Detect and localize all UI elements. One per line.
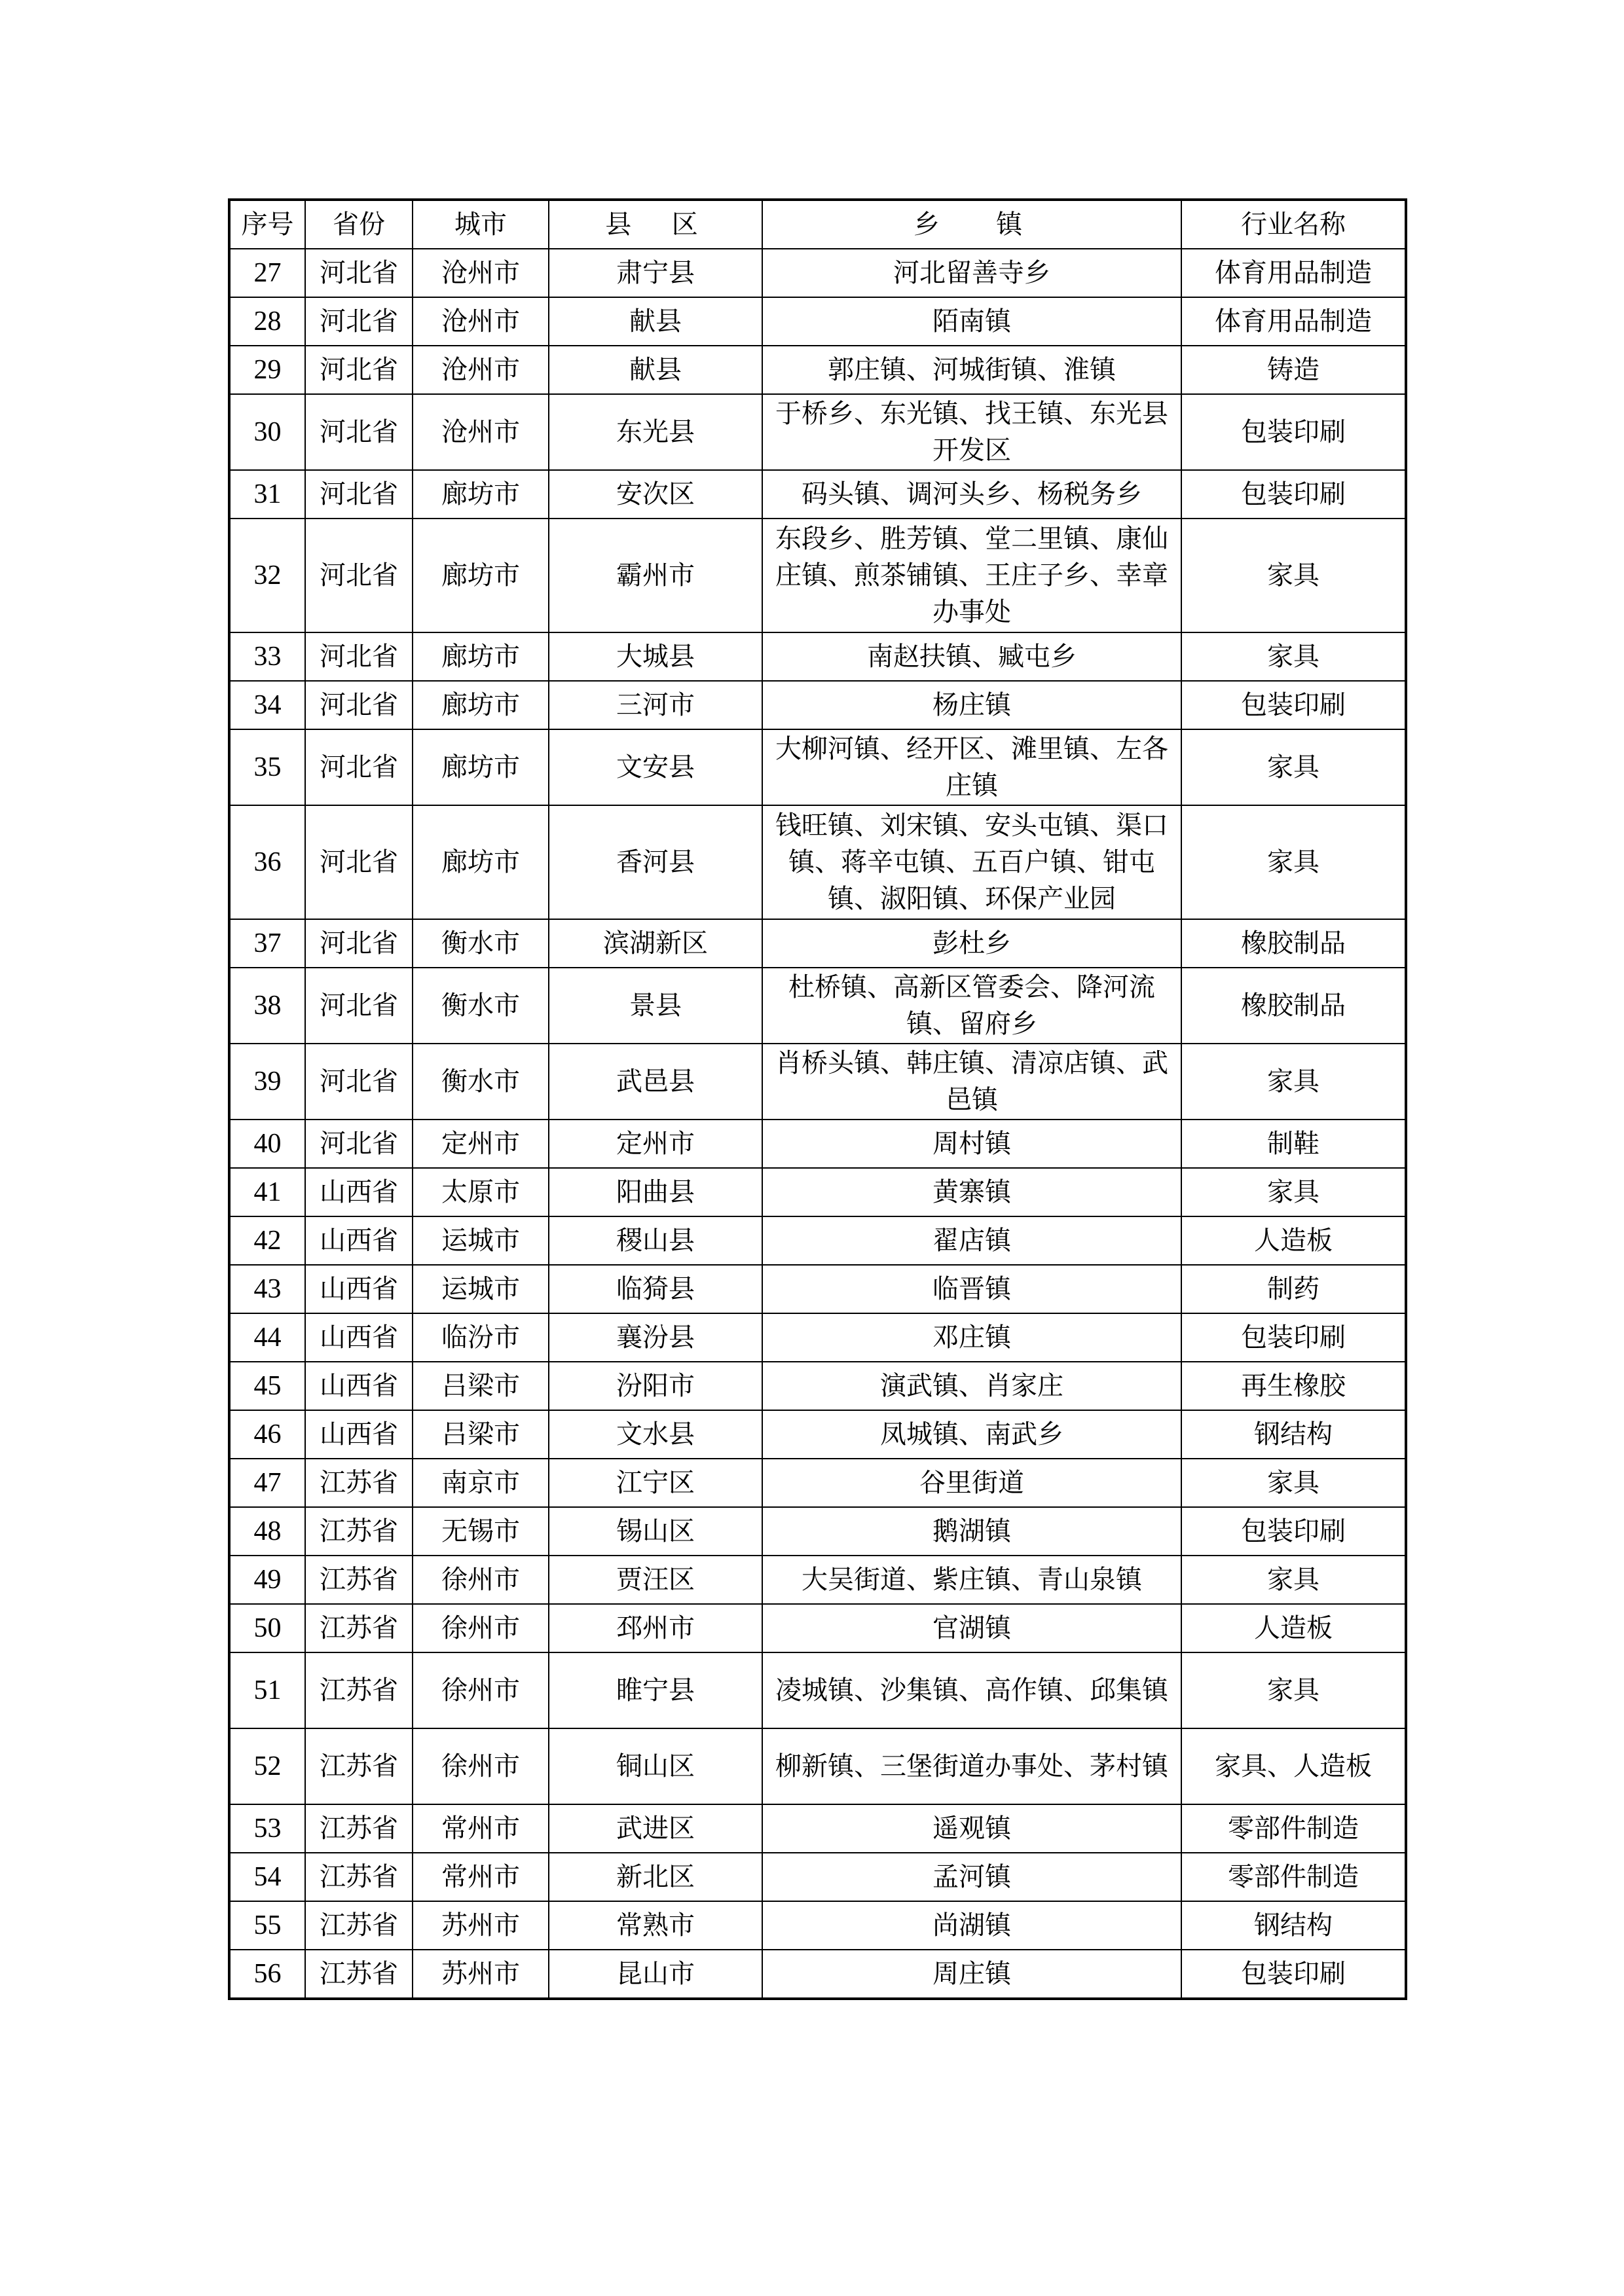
- cell-industry: 家具: [1181, 1168, 1406, 1216]
- cell-industry: 家具: [1181, 1044, 1406, 1120]
- table-row: [229, 968, 1406, 1044]
- cell-seq: 38: [229, 968, 305, 1044]
- table-row: [229, 1044, 1406, 1120]
- cell-industry: 制药: [1181, 1265, 1406, 1313]
- cell-town: 谷里街道: [762, 1459, 1181, 1507]
- header-industry: 行业名称: [1181, 200, 1406, 249]
- cell-province: 河北省: [305, 632, 413, 681]
- cell-county: 定州市: [549, 1120, 762, 1168]
- cell-industry: 包装印刷: [1181, 1313, 1406, 1362]
- cell-province: 江苏省: [305, 1604, 413, 1652]
- cell-city: 徐州市: [413, 1652, 549, 1728]
- cell-industry: 家具: [1181, 519, 1406, 632]
- cell-province: 山西省: [305, 1313, 413, 1362]
- cell-province: 山西省: [305, 1265, 413, 1313]
- cell-county: 铜山区: [549, 1728, 762, 1804]
- table-row: [229, 1804, 1406, 1853]
- cell-province: 江苏省: [305, 1556, 413, 1604]
- table-row: [229, 1950, 1406, 1999]
- cell-seq: 52: [229, 1728, 305, 1804]
- cell-province: 河北省: [305, 394, 413, 470]
- cell-province: 山西省: [305, 1168, 413, 1216]
- cell-industry: 人造板: [1181, 1216, 1406, 1265]
- cell-county: 景县: [549, 968, 762, 1044]
- cell-city: 廊坊市: [413, 805, 549, 919]
- header-seq: 序号: [229, 200, 305, 249]
- cell-seq: 54: [229, 1853, 305, 1901]
- table-row: [229, 919, 1406, 968]
- cell-city: 沧州市: [413, 297, 549, 346]
- cell-city: 廊坊市: [413, 681, 549, 729]
- cell-seq: 33: [229, 632, 305, 681]
- cell-county: 襄汾县: [549, 1313, 762, 1362]
- cell-seq: 53: [229, 1804, 305, 1853]
- cell-seq: 39: [229, 1044, 305, 1120]
- cell-seq: 56: [229, 1950, 305, 1999]
- cell-county: 稷山县: [549, 1216, 762, 1265]
- cell-county: 新北区: [549, 1853, 762, 1901]
- cell-town: 彭杜乡: [762, 919, 1181, 968]
- cell-town: 尚湖镇: [762, 1901, 1181, 1950]
- table-row: [229, 681, 1406, 729]
- header-city: 城市: [413, 200, 549, 249]
- cell-town: 遥观镇: [762, 1804, 1181, 1853]
- cell-seq: 43: [229, 1265, 305, 1313]
- cell-county: 东光县: [549, 394, 762, 470]
- cell-town: 南赵扶镇、臧屯乡: [762, 632, 1181, 681]
- cell-town: 河北留善寺乡: [762, 249, 1181, 297]
- cell-province: 山西省: [305, 1410, 413, 1459]
- cell-seq: 47: [229, 1459, 305, 1507]
- cell-county: 常熟市: [549, 1901, 762, 1950]
- cell-county: 贾汪区: [549, 1556, 762, 1604]
- cell-town: 黄寨镇: [762, 1168, 1181, 1216]
- cell-county: 文安县: [549, 729, 762, 805]
- cell-industry: 包装印刷: [1181, 1507, 1406, 1556]
- cell-city: 徐州市: [413, 1604, 549, 1652]
- cell-county: 江宁区: [549, 1459, 762, 1507]
- table-row: [229, 1728, 1406, 1804]
- cell-seq: 32: [229, 519, 305, 632]
- cell-industry: 家具: [1181, 805, 1406, 919]
- cell-town: 翟店镇: [762, 1216, 1181, 1265]
- cell-seq: 30: [229, 394, 305, 470]
- cell-seq: 42: [229, 1216, 305, 1265]
- cell-industry: 包装印刷: [1181, 1950, 1406, 1999]
- cell-seq: 36: [229, 805, 305, 919]
- cell-industry: 体育用品制造: [1181, 297, 1406, 346]
- cell-seq: 34: [229, 681, 305, 729]
- table-row: [229, 1313, 1406, 1362]
- cell-seq: 50: [229, 1604, 305, 1652]
- cell-county: 文水县: [549, 1410, 762, 1459]
- cell-county: 安次区: [549, 470, 762, 519]
- cell-seq: 55: [229, 1901, 305, 1950]
- cell-city: 苏州市: [413, 1950, 549, 1999]
- header-county: 县 区: [549, 200, 762, 249]
- cell-industry: 家具: [1181, 729, 1406, 805]
- cell-city: 廊坊市: [413, 729, 549, 805]
- cell-county: 献县: [549, 297, 762, 346]
- cell-industry: 家具: [1181, 1556, 1406, 1604]
- cell-province: 河北省: [305, 1120, 413, 1168]
- cell-city: 无锡市: [413, 1507, 549, 1556]
- table-row: [229, 1168, 1406, 1216]
- table-row: [229, 249, 1406, 297]
- cell-county: 邳州市: [549, 1604, 762, 1652]
- cell-province: 山西省: [305, 1216, 413, 1265]
- cell-seq: 51: [229, 1652, 305, 1728]
- cell-seq: 31: [229, 470, 305, 519]
- table-row: [229, 1459, 1406, 1507]
- cell-province: 河北省: [305, 346, 413, 394]
- cell-province: 河北省: [305, 729, 413, 805]
- cell-seq: 45: [229, 1362, 305, 1410]
- table-row: [229, 729, 1406, 805]
- cell-industry: 钢结构: [1181, 1901, 1406, 1950]
- cell-city: 吕梁市: [413, 1362, 549, 1410]
- cell-industry: 制鞋: [1181, 1120, 1406, 1168]
- cell-industry: 橡胶制品: [1181, 919, 1406, 968]
- cell-city: 临汾市: [413, 1313, 549, 1362]
- cell-county: 肃宁县: [549, 249, 762, 297]
- cell-industry: 家具: [1181, 632, 1406, 681]
- table-row: [229, 1556, 1406, 1604]
- cell-city: 廊坊市: [413, 470, 549, 519]
- cell-industry: 包装印刷: [1181, 470, 1406, 519]
- cell-industry: 零部件制造: [1181, 1853, 1406, 1901]
- cell-industry: 人造板: [1181, 1604, 1406, 1652]
- cell-seq: 44: [229, 1313, 305, 1362]
- cell-county: 睢宁县: [549, 1652, 762, 1728]
- table-row: [229, 1120, 1406, 1168]
- cell-city: 定州市: [413, 1120, 549, 1168]
- cell-industry: 包装印刷: [1181, 394, 1406, 470]
- cell-province: 河北省: [305, 1044, 413, 1120]
- table-row: [229, 1901, 1406, 1950]
- cell-industry: 橡胶制品: [1181, 968, 1406, 1044]
- cell-industry: 铸造: [1181, 346, 1406, 394]
- cell-province: 江苏省: [305, 1853, 413, 1901]
- cell-province: 河北省: [305, 968, 413, 1044]
- cell-city: 徐州市: [413, 1728, 549, 1804]
- cell-industry: 家具: [1181, 1459, 1406, 1507]
- cell-county: 汾阳市: [549, 1362, 762, 1410]
- cell-city: 常州市: [413, 1804, 549, 1853]
- cell-industry: 钢结构: [1181, 1410, 1406, 1459]
- cell-city: 沧州市: [413, 394, 549, 470]
- cell-town: 演武镇、肖家庄: [762, 1362, 1181, 1410]
- cell-seq: 40: [229, 1120, 305, 1168]
- cell-county: 临猗县: [549, 1265, 762, 1313]
- cell-town: 周庄镇: [762, 1950, 1181, 1999]
- cell-province: 河北省: [305, 919, 413, 968]
- cell-city: 运城市: [413, 1265, 549, 1313]
- cell-city: 南京市: [413, 1459, 549, 1507]
- table-row: [229, 1410, 1406, 1459]
- cell-city: 衡水市: [413, 1044, 549, 1120]
- cell-province: 江苏省: [305, 1728, 413, 1804]
- cell-county: 霸州市: [549, 519, 762, 632]
- cell-town: 大吴街道、紫庄镇、青山泉镇: [762, 1556, 1181, 1604]
- cell-county: 三河市: [549, 681, 762, 729]
- table-row: [229, 1362, 1406, 1410]
- cell-seq: 49: [229, 1556, 305, 1604]
- cell-seq: 41: [229, 1168, 305, 1216]
- table-row: [229, 1604, 1406, 1652]
- table-row: [229, 1652, 1406, 1728]
- cell-town: 周村镇: [762, 1120, 1181, 1168]
- header-town: 乡 镇: [762, 200, 1181, 249]
- cell-county: 阳曲县: [549, 1168, 762, 1216]
- cell-town: 柳新镇、三堡街道办事处、茅村镇: [762, 1728, 1181, 1804]
- cell-seq: 35: [229, 729, 305, 805]
- cell-county: 昆山市: [549, 1950, 762, 1999]
- cell-industry: 再生橡胶: [1181, 1362, 1406, 1410]
- cell-industry: 家具、人造板: [1181, 1728, 1406, 1804]
- cell-town: 临晋镇: [762, 1265, 1181, 1313]
- cell-province: 山西省: [305, 1362, 413, 1410]
- cell-city: 常州市: [413, 1853, 549, 1901]
- cell-town: 杜桥镇、高新区管委会、降河流镇、留府乡: [762, 968, 1181, 1044]
- table-row: [229, 1265, 1406, 1313]
- cell-city: 衡水市: [413, 968, 549, 1044]
- table-row: [229, 519, 1406, 632]
- cell-province: 江苏省: [305, 1652, 413, 1728]
- cell-town: 东段乡、胜芳镇、堂二里镇、康仙庄镇、煎茶铺镇、王庄子乡、幸章办事处: [762, 519, 1181, 632]
- table-row: [229, 297, 1406, 346]
- cell-town: 码头镇、调河头乡、杨税务乡: [762, 470, 1181, 519]
- cell-city: 廊坊市: [413, 632, 549, 681]
- cell-town: 钱旺镇、刘宋镇、安头屯镇、渠口镇、蒋辛屯镇、五百户镇、钳屯镇、淑阳镇、环保产业园: [762, 805, 1181, 919]
- table-header-row: [229, 200, 1406, 249]
- cell-province: 河北省: [305, 805, 413, 919]
- table-row: [229, 470, 1406, 519]
- cell-seq: 48: [229, 1507, 305, 1556]
- cell-city: 太原市: [413, 1168, 549, 1216]
- table-row: [229, 805, 1406, 919]
- township-industry-table: [228, 198, 1407, 2000]
- cell-industry: 零部件制造: [1181, 1804, 1406, 1853]
- document-page: [228, 198, 1405, 2000]
- cell-county: 武进区: [549, 1804, 762, 1853]
- table-row: [229, 1853, 1406, 1901]
- cell-county: 锡山区: [549, 1507, 762, 1556]
- cell-town: 鹅湖镇: [762, 1507, 1181, 1556]
- cell-province: 河北省: [305, 681, 413, 729]
- cell-town: 于桥乡、东光镇、找王镇、东光县开发区: [762, 394, 1181, 470]
- cell-county: 香河县: [549, 805, 762, 919]
- table-body: [229, 249, 1406, 1999]
- cell-town: 凌城镇、沙集镇、高作镇、邱集镇: [762, 1652, 1181, 1728]
- cell-city: 苏州市: [413, 1901, 549, 1950]
- cell-city: 廊坊市: [413, 519, 549, 632]
- table-row: [229, 346, 1406, 394]
- cell-industry: 家具: [1181, 1652, 1406, 1728]
- cell-county: 滨湖新区: [549, 919, 762, 968]
- cell-seq: 27: [229, 249, 305, 297]
- cell-town: 邓庄镇: [762, 1313, 1181, 1362]
- cell-province: 河北省: [305, 519, 413, 632]
- cell-seq: 46: [229, 1410, 305, 1459]
- cell-industry: 包装印刷: [1181, 681, 1406, 729]
- table-row: [229, 632, 1406, 681]
- cell-seq: 37: [229, 919, 305, 968]
- cell-province: 江苏省: [305, 1459, 413, 1507]
- cell-province: 江苏省: [305, 1950, 413, 1999]
- cell-province: 河北省: [305, 249, 413, 297]
- cell-city: 沧州市: [413, 249, 549, 297]
- cell-town: 杨庄镇: [762, 681, 1181, 729]
- cell-province: 河北省: [305, 297, 413, 346]
- cell-county: 武邑县: [549, 1044, 762, 1120]
- table-row: [229, 394, 1406, 470]
- cell-city: 沧州市: [413, 346, 549, 394]
- cell-town: 凤城镇、南武乡: [762, 1410, 1181, 1459]
- cell-city: 运城市: [413, 1216, 549, 1265]
- table-row: [229, 1507, 1406, 1556]
- cell-town: 陌南镇: [762, 297, 1181, 346]
- cell-city: 吕梁市: [413, 1410, 549, 1459]
- header-province: 省份: [305, 200, 413, 249]
- cell-province: 江苏省: [305, 1507, 413, 1556]
- cell-county: 大城县: [549, 632, 762, 681]
- cell-seq: 28: [229, 297, 305, 346]
- cell-town: 郭庄镇、河城街镇、淮镇: [762, 346, 1181, 394]
- cell-town: 孟河镇: [762, 1853, 1181, 1901]
- cell-town: 大柳河镇、经开区、滩里镇、左各庄镇: [762, 729, 1181, 805]
- cell-town: 官湖镇: [762, 1604, 1181, 1652]
- cell-province: 江苏省: [305, 1901, 413, 1950]
- cell-province: 河北省: [305, 470, 413, 519]
- cell-city: 徐州市: [413, 1556, 549, 1604]
- cell-seq: 29: [229, 346, 305, 394]
- cell-town: 肖桥头镇、韩庄镇、清凉店镇、武邑镇: [762, 1044, 1181, 1120]
- cell-city: 衡水市: [413, 919, 549, 968]
- table-row: [229, 1216, 1406, 1265]
- cell-county: 献县: [549, 346, 762, 394]
- cell-industry: 体育用品制造: [1181, 249, 1406, 297]
- cell-province: 江苏省: [305, 1804, 413, 1853]
